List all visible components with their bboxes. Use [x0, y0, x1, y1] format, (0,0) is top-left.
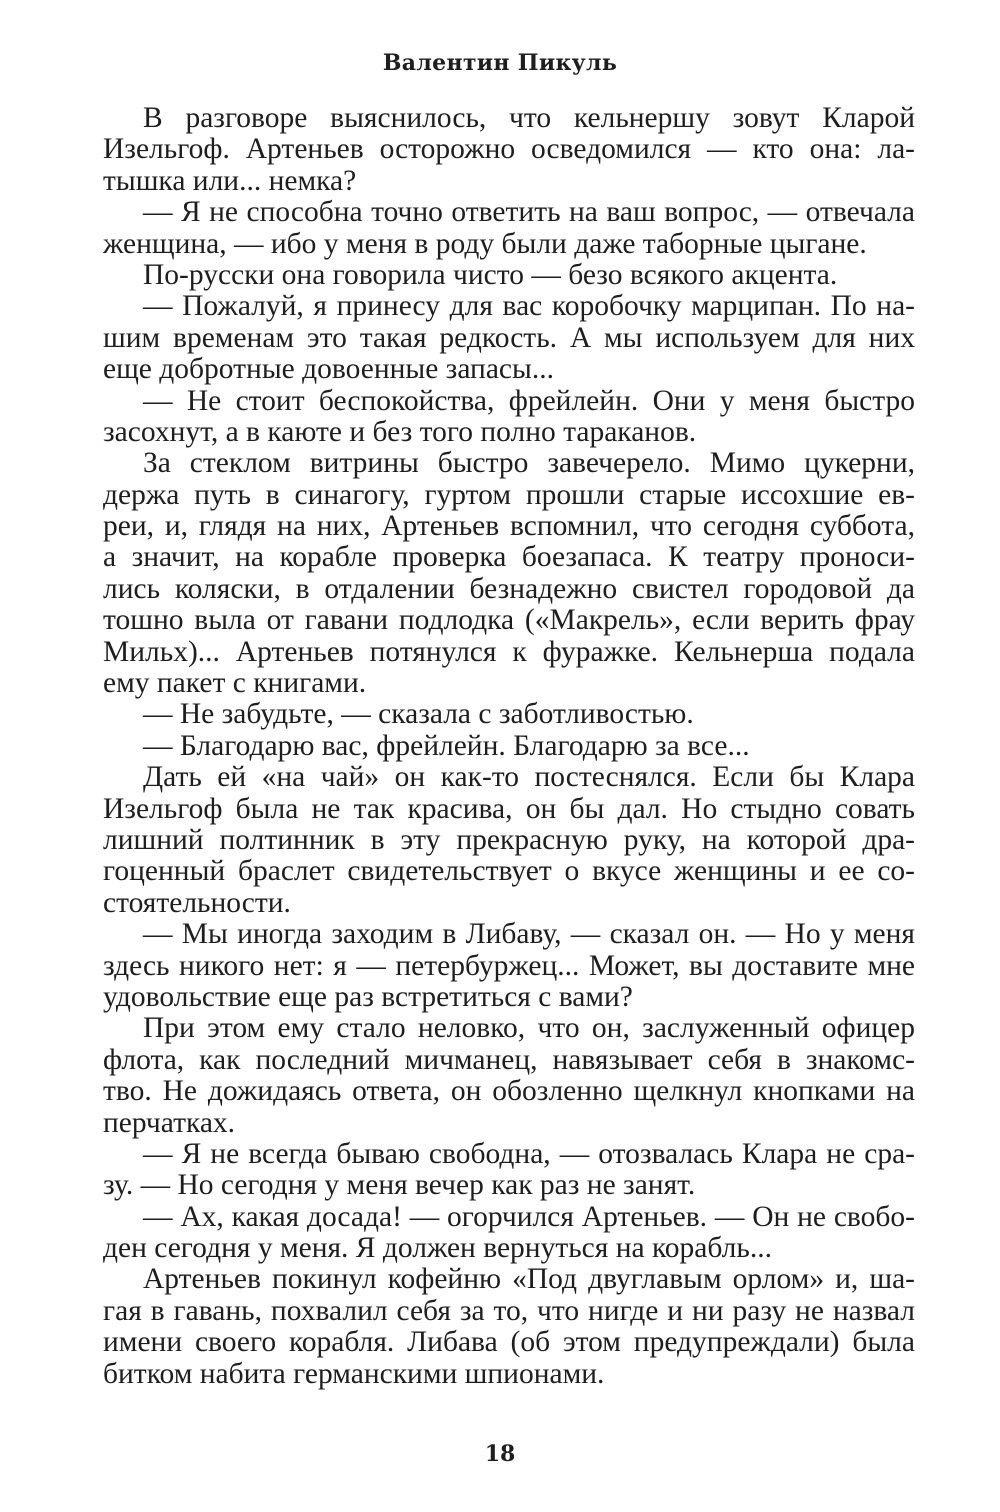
paragraph-line: лись коляски, в отдалении безнадежно свистел городовой да [103, 572, 915, 605]
paragraph-line: — Не забудьте, — сказала с заботливостью. [143, 698, 694, 731]
paragraph-line: Изельгоф. Артеньев осторожно осведомился — кто она: ла- [103, 133, 915, 166]
paragraph-line: При этом ему стало неловко, что он, заслуженный офицер [143, 1012, 915, 1045]
paragraph-line: гая в гавань, похвалил себя за то, что нигде и ни разу не назвал [103, 1294, 915, 1327]
paragraph-line: имени своего корабля. Либава (об этом предупреждали) была [103, 1326, 915, 1359]
paragraph-line: — Я не всегда бываю свободна, — отозвалась Клара не сра- [143, 1137, 915, 1170]
paragraph-line: гоценный браслет свидетельствует о вкусе женщины и ее со- [103, 855, 915, 888]
paragraph-line: держа путь в синагогу, гуртом прошли старые иссохшие ев- [103, 478, 915, 511]
paragraph-line: ему пакет с книгами. [103, 667, 367, 700]
paragraph-line: стоятельности. [103, 886, 291, 919]
running-header-author: Валентин Пикуль [382, 50, 618, 76]
paragraph-line: — Пожалуй, я принесу для вас коробочку марципан. По на- [143, 290, 915, 323]
paragraph-line: тошно выла от гавани подлодка («Макрель», если верить фрау [103, 604, 915, 637]
paragraph-line: — Мы иногда заходим в Либаву, — сказал он. — Но у меня [143, 918, 915, 951]
paragraph-line: — Ах, какая досада! — огорчился Артеньев. — Он не свобо- [143, 1200, 915, 1233]
paragraph-line: По-русски она говорила чисто — безо всякого акцента. [143, 258, 838, 291]
paragraph-line: здесь никого нет: я — петербуржец... Может, вы доставите мне [103, 949, 915, 982]
paragraph-line: За стеклом витрины быстро завечерело. Мимо цукерни, [143, 447, 915, 480]
page-number: 18 [484, 1441, 516, 1467]
body-text [103, 103, 915, 1390]
paragraph-line: зу. — Но сегодня у меня вечер как раз не занят. [103, 1169, 696, 1202]
paragraph-line: Артеньев покинул кофейню «Под двуглавым орлом» и, ша- [143, 1263, 915, 1296]
paragraph-line: тышка или... немка? [103, 164, 357, 197]
paragraph-line: шим временам это такая редкость. А мы используем для них [103, 321, 915, 354]
paragraph-line: реи, и, глядя на них, Артеньев вспомнил, что сегодня суббота, [103, 510, 915, 543]
paragraph-line: женщина, — ибо у меня в роду были даже таборные цыгане. [103, 227, 867, 260]
paragraph-line: Дать ей «на чай» он как-то постеснялся. Если бы Клара [143, 761, 915, 794]
paragraph-line: В разговоре выяснилось, что кельнершу зовут Кларой [143, 102, 915, 134]
paragraph-line: удовольствие еще раз встретиться с вами? [103, 980, 633, 1013]
paragraph-line: засохнут, а в каюте и без того полно тараканов. [103, 415, 697, 448]
paragraph-line: лишний полтинник в эту прекрасную руку, на которой дра- [103, 823, 915, 856]
paragraph-line: перчатках. [103, 1106, 236, 1139]
paragraph-line: ден сегодня у меня. Я должен вернуться на корабль... [103, 1232, 772, 1265]
paragraph-line: а значит, на корабле проверка боезапаса. К театру проноси- [103, 541, 915, 574]
paragraph-line: еще добротные довоенные запасы... [103, 353, 554, 386]
paragraph-line: — Я не способна точно ответить на ваш вопрос, — отвечала [143, 196, 915, 229]
paragraph-line: — Благодарю вас, фрейлейн. Благодарю за все... [143, 729, 750, 762]
paragraph-line: — Не стоит беспокойства, фрейлейн. Они у меня быстро [143, 384, 915, 417]
paragraph-line: Мильх)... Артеньев потянулся к фуражке. Кельнерша подала [103, 635, 915, 668]
paragraph-line: тво. Не дожидаясь ответа, он обозленно щелкнул кнопками на [103, 1075, 915, 1108]
paragraph-line: битком набита германскими шпионами. [103, 1357, 605, 1390]
paragraph-line: флота, как последний мичманец, навязывает себя в знакомс- [103, 1043, 915, 1076]
paragraph-line: Изельгоф была не так красива, он бы дал. Но стыдно совать [103, 792, 915, 825]
